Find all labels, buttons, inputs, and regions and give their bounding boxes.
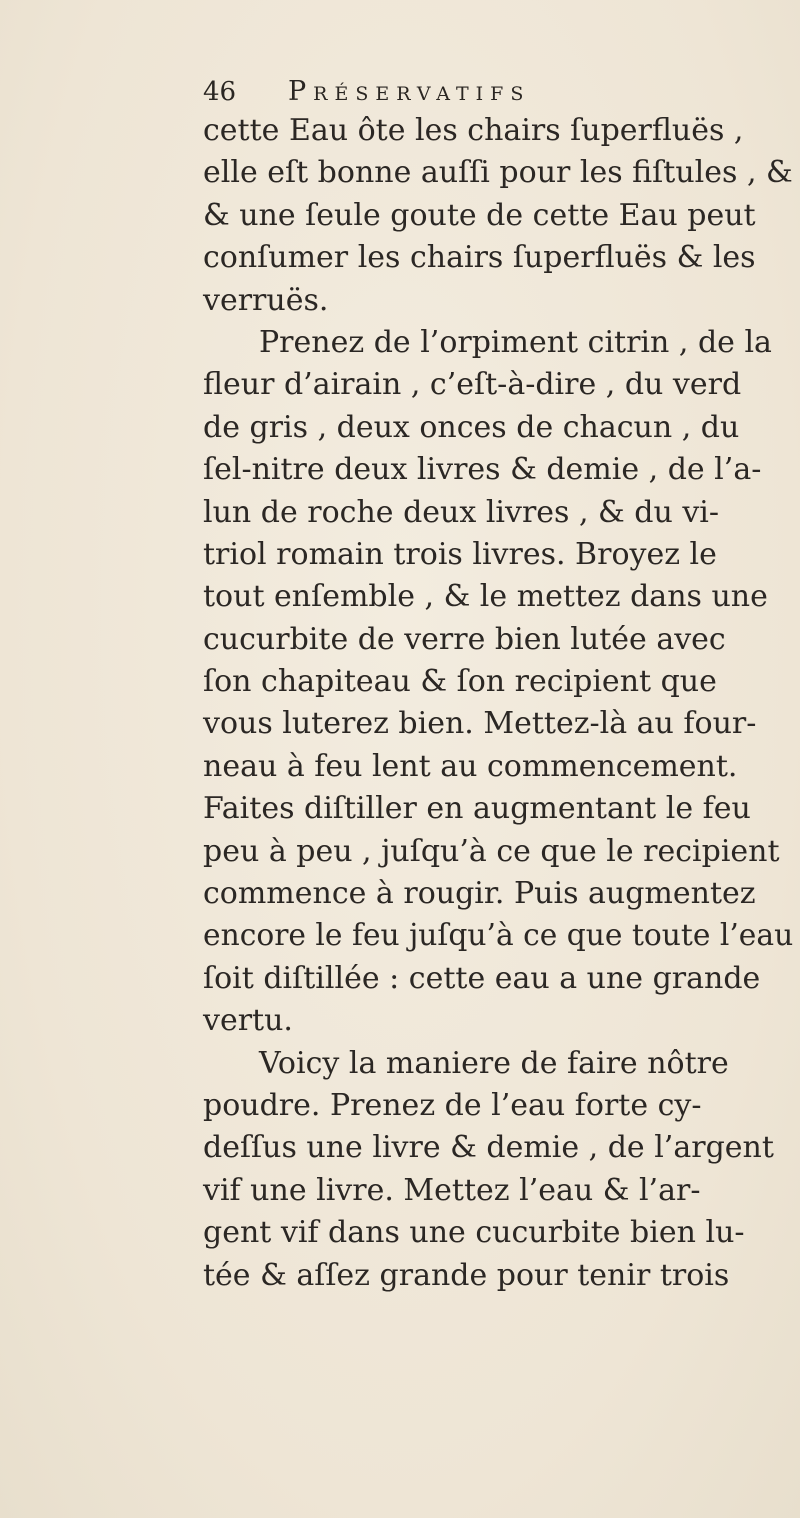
page-header <box>203 72 763 112</box>
text-line: cucurbite de verre bien lutée avec <box>203 621 726 657</box>
text-line: ſon chapiteau & ſon recipient que <box>203 664 717 700</box>
text-line: conſumer les chairs ſuperfluës & les <box>203 240 756 276</box>
text-line: gent vif dans une cucurbite bien lu- <box>203 1215 745 1251</box>
text-line: vous luterez bien. Mettez-là au four- <box>203 706 757 742</box>
text-line: elle eſt bonne auſſi pour les fiſtules , & <box>203 155 793 191</box>
text-line: fleur d’airain , c’eſt-à-dire , du verd <box>203 367 742 403</box>
text-line: triol romain trois livres. Broyez le <box>203 536 717 572</box>
page-number: 46 <box>203 77 237 107</box>
text-line: vif une livre. Mettez l’eau & l’ar- <box>203 1172 701 1208</box>
text-line: peu à peu , juſqu’à ce que le recipient <box>203 833 780 869</box>
text-line: neau à feu lent au commencement. <box>203 748 738 784</box>
text-line: lun de roche deux livres , & du vi- <box>203 494 720 530</box>
body-text <box>203 110 793 1297</box>
text-line: de gris , deux onces de chacun , du <box>203 409 740 445</box>
text-line: deſſus une livre & demie , de l’argent <box>203 1130 774 1166</box>
text-line: encore le feu juſqu’à ce que toute l’eau <box>203 918 794 954</box>
text-line: ſoit diſtillée : cette eau a une grande <box>203 960 761 996</box>
text-line: verruës. <box>203 282 329 318</box>
text-line: tée & aſſez grande pour tenir trois <box>203 1257 730 1293</box>
text-line: poudre. Prenez de l’eau forte cy- <box>203 1087 702 1123</box>
text-line: & une ſeule goute de cette Eau peut <box>203 197 756 233</box>
text-line: Faites diſtiller en augmentant le feu <box>203 791 751 827</box>
text-line: tout enſemble , & le mettez dans une <box>203 579 768 615</box>
text-line: Voicy la maniere de faire nôtre <box>259 1045 729 1081</box>
running-head: Préservatifs <box>288 76 531 107</box>
text-line: ſel-nitre deux livres & demie , de l’a- <box>203 452 762 488</box>
text-line: cette Eau ôte les chairs ſuperfluës , <box>203 113 744 148</box>
text-line: commence à rougir. Puis augmentez <box>203 876 756 912</box>
text-line: Prenez de l’orpiment citrin , de la <box>259 324 772 360</box>
text-line: vertu. <box>203 1003 293 1039</box>
